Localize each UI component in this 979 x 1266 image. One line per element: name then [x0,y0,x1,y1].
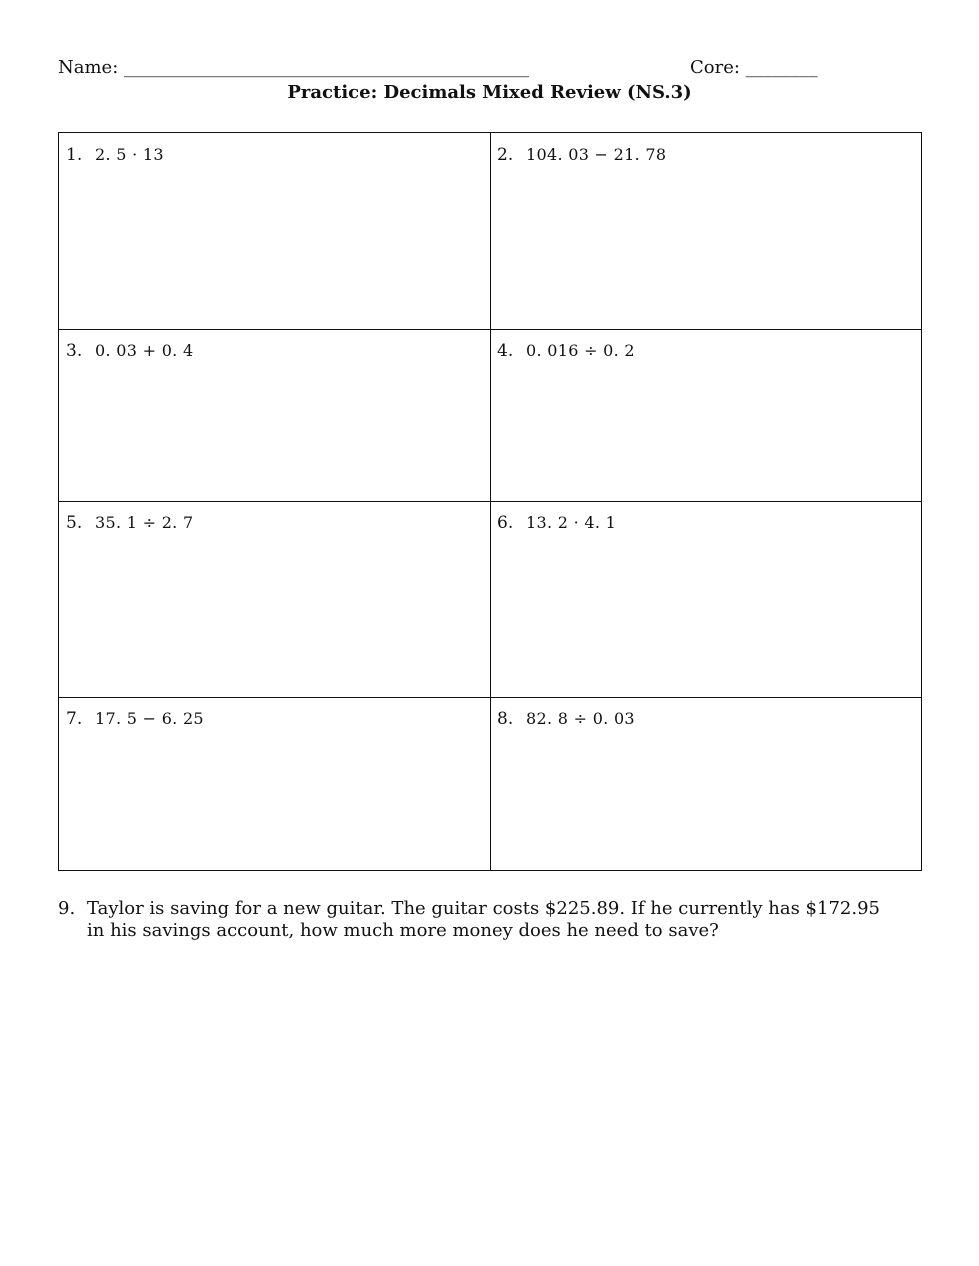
problem-number: 4. [497,341,514,361]
problem-number: 8. [497,709,514,729]
problem-cell-2[interactable] [490,133,921,329]
problem-cell-8[interactable] [490,697,921,869]
problem-expression: 2. 5 · 13 [95,145,164,164]
problem-cell-7[interactable] [59,697,490,869]
problem-number: 7. [66,709,83,729]
word-problem-text: Taylor is saving for a new guitar. The guitar costs $225.89. If he currently has $172.95 in his savings account, how much more money does he need to save? [87,898,880,941]
problem-number: 2. [497,145,514,165]
problem-number: 1. [66,145,83,165]
problem-expression: 35. 1 ÷ 2. 7 [95,513,194,532]
problem-expression: 82. 8 ÷ 0. 03 [526,709,635,728]
problem-cell-5[interactable] [59,501,490,697]
problem-expression: 13. 2 · 4. 1 [526,513,617,532]
word-problem-number: 9. [58,898,76,919]
problem-expression: 104. 03 − 21. 78 [526,145,667,164]
problem-number: 3. [66,341,83,361]
problem-cell-6[interactable] [490,501,921,697]
problem-number: 5. [66,513,83,533]
problem-expression: 17. 5 − 6. 25 [95,709,204,728]
problem-cell-4[interactable] [490,329,921,501]
core-field-label: Core: ________ [690,57,818,78]
problem-cell-1[interactable] [59,133,490,329]
page-title: Practice: Decimals Mixed Review (NS.3) [287,82,692,103]
problem-grid [58,132,922,871]
problem-cell-3[interactable] [59,329,490,501]
word-problem [58,898,898,942]
problem-expression: 0. 016 ÷ 0. 2 [526,341,635,360]
problem-expression: 0. 03 + 0. 4 [95,341,194,360]
problem-number: 6. [497,513,514,533]
name-field-label: Name: _____________________________________________ [58,57,529,78]
